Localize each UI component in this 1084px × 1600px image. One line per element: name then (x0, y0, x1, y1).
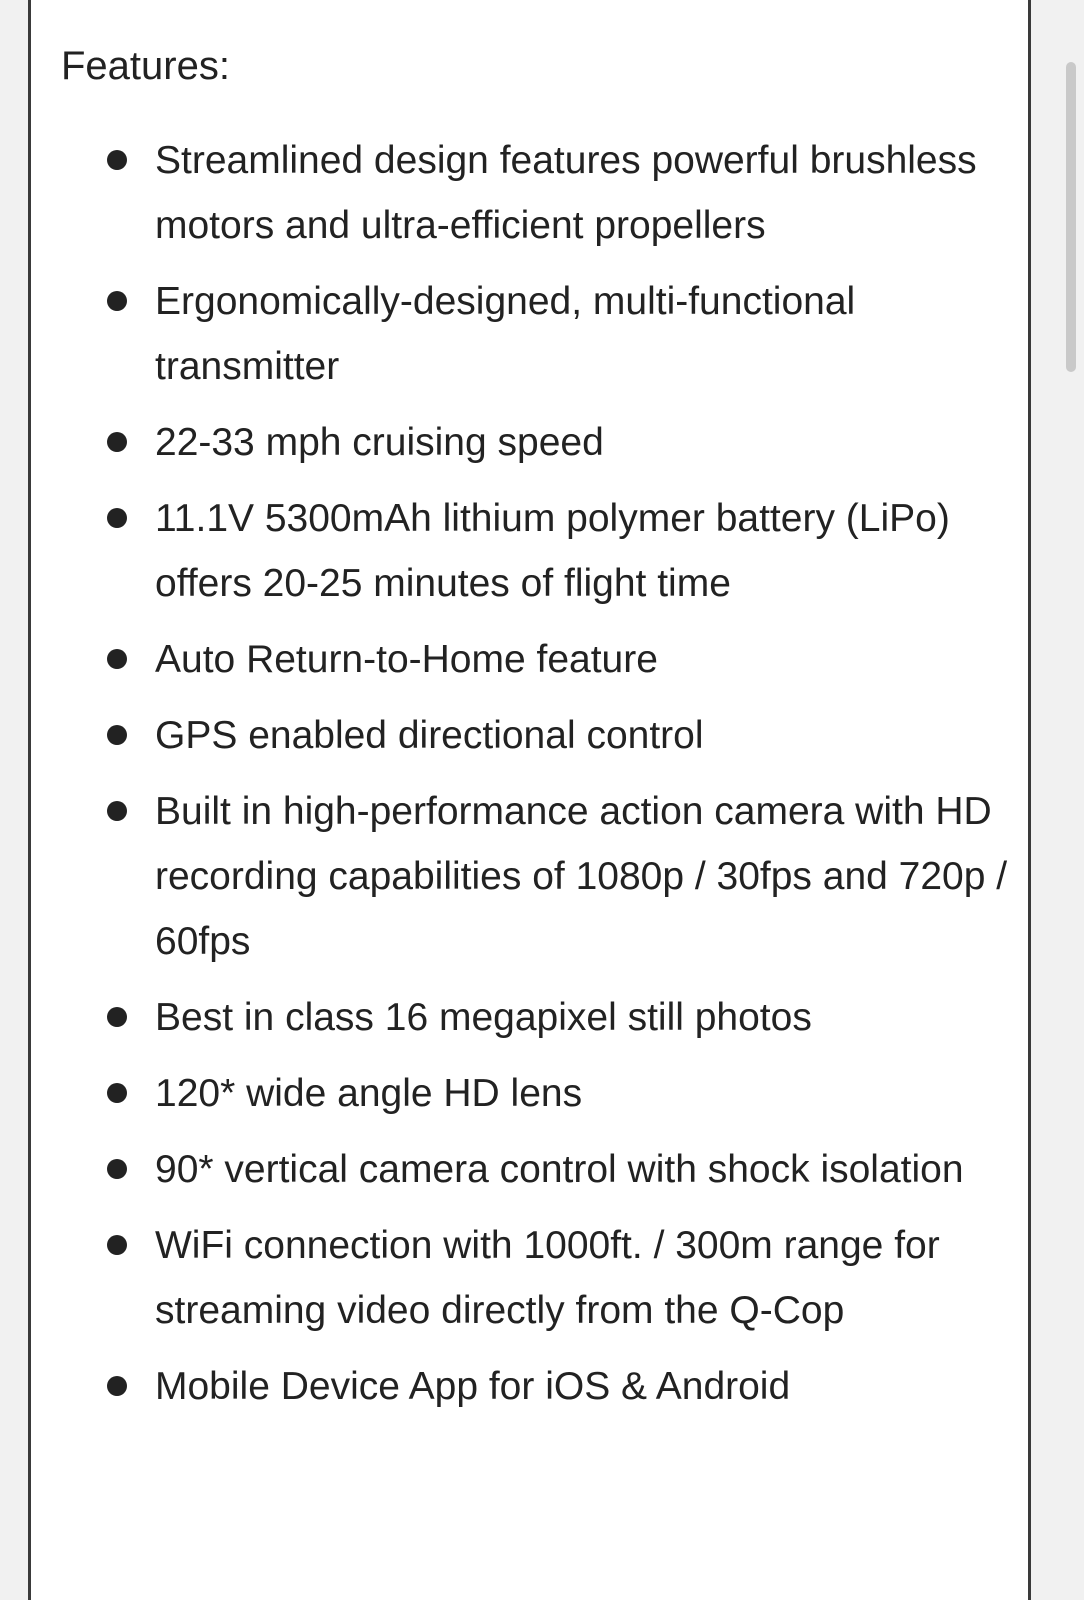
feature-text: 120* wide angle HD lens (155, 1072, 583, 1115)
bullet-dot-icon (107, 432, 127, 452)
list-item (31, 410, 1031, 475)
bullet-dot-icon (107, 150, 127, 170)
feature-text: Ergonomically-designed, multi-functional transmitter (155, 280, 856, 388)
bullet-dot-icon (107, 1235, 127, 1255)
bullet-dot-icon (107, 1007, 127, 1027)
feature-text: GPS enabled directional control (155, 714, 704, 757)
scrollbar-thumb[interactable] (1066, 62, 1076, 372)
vertical-scrollbar[interactable] (1064, 0, 1078, 1600)
features-panel (28, 0, 1031, 1600)
list-item (31, 1213, 1031, 1343)
bullet-dot-icon (107, 801, 127, 821)
bullet-dot-icon (107, 1159, 127, 1179)
bullet-dot-icon (107, 725, 127, 745)
list-item (31, 128, 1031, 258)
list-item (31, 779, 1031, 974)
feature-text: Built in high-performance action camera with HD recording capabilities of 1080p / 30fps and 720p / 60fps (155, 790, 1008, 963)
features-heading: Features: (61, 44, 230, 88)
list-item (31, 1354, 1031, 1419)
bullet-dot-icon (107, 508, 127, 528)
bullet-dot-icon (107, 1376, 127, 1396)
feature-text: 11.1V 5300mAh lithium polymer battery (LiPo) offers 20-25 minutes of flight time (155, 497, 950, 605)
list-item (31, 486, 1031, 616)
bullet-dot-icon (107, 649, 127, 669)
list-item (31, 1137, 1031, 1202)
list-item (31, 985, 1031, 1050)
feature-text: Best in class 16 megapixel still photos (155, 996, 812, 1039)
features-list (31, 128, 1031, 1430)
list-item (31, 703, 1031, 768)
feature-text: 90* vertical camera control with shock isolation (155, 1148, 964, 1191)
feature-text: Streamlined design features powerful brushless motors and ultra-efficient propellers (155, 139, 977, 247)
list-item (31, 1061, 1031, 1126)
bullet-dot-icon (107, 1083, 127, 1103)
bullet-dot-icon (107, 291, 127, 311)
list-item (31, 269, 1031, 399)
feature-text: Auto Return-to-Home feature (155, 638, 658, 681)
feature-text: 22-33 mph cruising speed (155, 421, 604, 464)
feature-text: WiFi connection with 1000ft. / 300m range for streaming video directly from the Q-Cop (155, 1224, 940, 1332)
feature-text: Mobile Device App for iOS & Android (155, 1365, 791, 1408)
list-item (31, 627, 1031, 692)
